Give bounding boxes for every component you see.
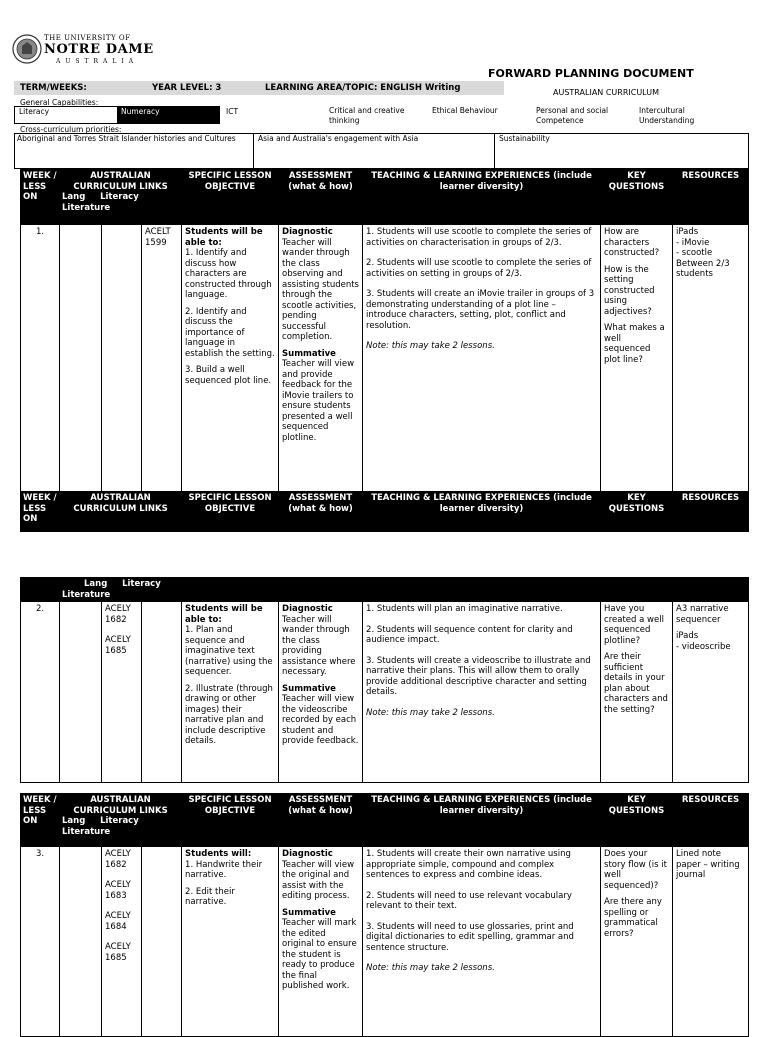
divider	[494, 133, 495, 169]
blank	[673, 578, 749, 602]
code-item: ACELY 1682	[105, 604, 131, 625]
resource-item: iPads	[676, 227, 699, 237]
blank	[182, 578, 279, 602]
lesson-row-1	[21, 225, 749, 492]
objective-cell	[182, 225, 279, 492]
assessment-cell	[279, 602, 363, 783]
week-cell: 3.	[21, 847, 60, 1037]
summative-label: Summative	[282, 348, 336, 359]
capability-critical-thinking[interactable]: Critical and creative thinking	[329, 106, 405, 125]
question-item: Does your story flow (is it well sequenced)?	[604, 849, 667, 891]
tl-cell	[363, 847, 601, 1037]
tl-item: 3. Students will need to use glossaries, print and digital dictionaries to edit spelling, grammar and sentence structure.	[366, 921, 574, 953]
tl-header: TEACHING & LEARNING EXPERIENCES (include learner diversity)	[363, 794, 601, 847]
ac-links-header: AUSTRALIAN CURRICULUM LINKS	[60, 492, 182, 532]
objective-item: 1. Handwrite their narrative.	[185, 859, 263, 880]
curriculum-label: AUSTRALIAN CURRICULUM	[553, 88, 659, 97]
questions-cell	[601, 847, 673, 1037]
objective-heading: Students will be able to:	[185, 604, 263, 625]
tl-item: 3. Students will create a videoscribe to illustrate and narrative their plans. This will allow them to orally provide additional descriptive character and setting details.	[366, 655, 591, 697]
objective-header: SPECIFIC LESSON OBJECTIVE	[182, 170, 279, 225]
code-item: ACELY 1684	[105, 911, 131, 932]
tl-item: 2. Students will sequence content for clarity and audience impact.	[366, 624, 573, 645]
question-item: How are characters constructed?	[604, 227, 660, 258]
cross-curriculum-label: Cross-curriculum priorities:	[20, 125, 122, 134]
code-item: ACELY 1682	[105, 849, 131, 870]
resource-item: Lined note paper – writing journal	[676, 849, 740, 880]
ac-links-title: AUSTRALIAN CURRICULUM LINKS	[73, 795, 168, 816]
key-questions-header: KEY QUESTIONS	[601, 492, 673, 532]
literature-label: Literature	[62, 589, 111, 600]
tl-item: 1. Students will create their own narrative using appropriate simple, compound and complex sentences to express and combine ideas.	[366, 849, 571, 880]
tl-item: 1. Students will plan an imaginative narrative.	[366, 604, 563, 614]
resource-item: - iMovie	[676, 237, 710, 248]
ac-links-title: AUSTRALIAN CURRICULUM LINKS	[73, 171, 168, 192]
objective-cell	[182, 602, 279, 783]
tl-cell	[363, 225, 601, 492]
question-item: Have you created a well sequenced plotline?	[604, 604, 664, 646]
divider	[253, 133, 254, 169]
resources-header: RESOURCES	[673, 794, 749, 847]
code-item: ACELY 1685	[105, 942, 131, 963]
header-row	[21, 794, 749, 847]
literature-cell	[142, 602, 182, 783]
tl-cell	[363, 602, 601, 783]
summative-text: Teacher will view the videoscribe recorded by each student and provide feedback.	[282, 694, 359, 746]
objective-heading: Students will:	[185, 849, 252, 859]
diagnostic-text: Teacher will view the original and assist with the editing process.	[282, 859, 355, 901]
tl-item: 1. Students will use scootle to complete the series of activities on characterisation in groups of 2/3.	[366, 227, 592, 248]
objective-cell	[182, 847, 279, 1037]
lang-label: Lang	[84, 579, 108, 589]
seal-icon	[12, 34, 42, 64]
lang-cell	[60, 225, 102, 492]
lang-label: Lang	[62, 816, 86, 826]
week-header: WEEK / LESS ON	[21, 170, 60, 225]
summative-label: Summative	[282, 907, 336, 918]
planning-table-3	[20, 793, 749, 1037]
tl-item: 2. Students will use scootle to complete the series of activities on setting in groups of 2/3.	[366, 258, 592, 279]
ac-links-header	[60, 170, 182, 225]
resources-cell	[673, 225, 749, 492]
tl-note: Note: this may take 2 lessons.	[366, 963, 495, 973]
literature-label: Literature	[62, 202, 111, 213]
week-cell: 2.	[21, 602, 60, 783]
summative-text: Teacher will mark the edited original to ensure the student is ready to produce the final published work.	[282, 918, 357, 991]
objective-item: 3. Build a well sequenced plot line.	[185, 365, 272, 386]
resources-cell	[673, 602, 749, 783]
diagnostic-label: Diagnostic	[282, 227, 333, 237]
tl-item: 3. Students will create an iMovie trailer in groups of 3 demonstrating understanding of a plot line – introduce characters, setting, plot, conflict and resolution.	[366, 289, 595, 331]
literacy-cell	[102, 602, 142, 783]
ac-links-header	[60, 794, 182, 847]
assessment-header: ASSESSMENT (what & how)	[279, 492, 363, 532]
assessment-header: ASSESSMENT (what & how)	[279, 794, 363, 847]
lang-cell	[60, 602, 102, 783]
objective-item: 1. Plan and sequence and imaginative text (narrative) using the sequencer.	[185, 625, 273, 677]
diagnostic-label: Diagnostic	[282, 604, 333, 614]
key-questions-header: KEY QUESTIONS	[601, 170, 673, 225]
literature-cell: ACELT 1599	[142, 225, 182, 492]
header-row	[21, 492, 749, 532]
objective-item: 1. Identify and discuss how characters are constructed through language.	[185, 248, 272, 300]
literature-label: Literature	[62, 826, 111, 837]
resources-header: RESOURCES	[673, 492, 749, 532]
general-capabilities-label: General Capabilities:	[20, 98, 99, 107]
blank	[279, 578, 363, 602]
header-row	[21, 170, 749, 225]
code-item: ACELY 1685	[105, 635, 131, 656]
assessment-cell	[279, 847, 363, 1037]
capability-ethical[interactable]: Ethical Behaviour	[432, 106, 498, 115]
term-weeks-field[interactable]: TERM/WEEKS:	[20, 83, 87, 93]
logo-top-text: THE UNIVERSITY OF	[44, 34, 131, 42]
lesson-row-3	[21, 847, 749, 1037]
diagnostic-label: Diagnostic	[282, 849, 333, 859]
questions-cell	[601, 602, 673, 783]
tl-note: Note: this may take 2 lessons.	[366, 341, 495, 351]
objective-heading: Students will be able to:	[185, 227, 263, 248]
diagnostic-text: Teacher will wander through the class providing assistance where necessary.	[282, 614, 356, 677]
ac-links-header	[60, 578, 182, 602]
capability-ict[interactable]: ICT	[226, 107, 239, 116]
blank	[601, 578, 673, 602]
diagnostic-text: Teacher will wander through the class observing and assisting students through the scootle activities, pending successful completion.	[282, 237, 359, 342]
summative-label: Summative	[282, 683, 336, 694]
resource-item: - videoscribe	[676, 641, 731, 652]
resource-item: Between 2/3 students	[676, 258, 730, 279]
university-logo	[12, 34, 154, 70]
week-header: WEEK / LESS ON	[21, 794, 60, 847]
capability-personal-social[interactable]: Personal and social Competence	[536, 106, 609, 125]
blank	[363, 578, 601, 602]
resource-item: iPads	[676, 631, 699, 641]
capability-intercultural[interactable]: Intercultural Understanding	[639, 106, 695, 125]
objective-item: 2. Illustrate (through drawing or other images) their narrative plan and include descriptive details.	[185, 683, 273, 746]
capability-literacy[interactable]: Literacy	[19, 107, 50, 116]
question-item: How is the setting constructed using adjectives?	[604, 264, 655, 317]
resource-item: A3 narrative sequencer	[676, 604, 729, 625]
year-level-field[interactable]: YEAR LEVEL: 3	[152, 83, 222, 93]
tl-header: TEACHING & LEARNING EXPERIENCES (include learner diversity)	[363, 170, 601, 225]
document-title: FORWARD PLANNING DOCUMENT	[488, 67, 694, 80]
assessment-header: ASSESSMENT (what & how)	[279, 170, 363, 225]
week-header-blank	[21, 578, 60, 602]
key-questions-header: KEY QUESTIONS	[601, 794, 673, 847]
meta-bar	[14, 81, 504, 95]
tl-item: 2. Students will need to use relevant vocabulary relevant to their text.	[366, 890, 572, 911]
literacy-label: Literacy	[100, 192, 139, 202]
assessment-cell	[279, 225, 363, 492]
header-row	[21, 578, 749, 602]
literature-cell	[142, 847, 182, 1037]
code-item: ACELY 1683	[105, 880, 131, 901]
literacy-label: Literacy	[100, 816, 139, 826]
questions-cell	[601, 225, 673, 492]
resources-cell	[673, 847, 749, 1037]
objective-item: 2. Identify and discuss the importance of language in establish the setting.	[185, 306, 275, 359]
priority-asia[interactable]: Asia and Australia's engagement with Asia	[258, 134, 419, 143]
resources-header: RESOURCES	[673, 170, 749, 225]
resource-item: - scootle	[676, 248, 713, 258]
priority-sustainability[interactable]: Sustainability	[499, 134, 550, 143]
week-header: WEEK / LESS ON	[21, 492, 60, 532]
question-item: What makes a well sequenced plot line?	[604, 323, 665, 365]
learning-area-field[interactable]: LEARNING AREA/TOPIC: ENGLISH Writing	[265, 83, 461, 93]
objective-item: 2. Edit their narrative.	[185, 886, 235, 907]
question-item: Are their sufficient details in your plan about characters and the setting?	[604, 652, 668, 715]
lesson-row-2	[21, 602, 749, 783]
literacy-cell	[102, 225, 142, 492]
capability-numeracy[interactable]: Numeracy	[121, 107, 160, 116]
planning-table-1	[20, 169, 749, 532]
priority-aboriginal[interactable]: Aboriginal and Torres Strait Islander histories and Cultures	[17, 134, 236, 143]
question-item: Are there any spelling or grammatical errors?	[604, 897, 662, 939]
planning-table-2	[20, 577, 749, 783]
week-cell: 1.	[21, 225, 60, 492]
objective-header: SPECIFIC LESSON OBJECTIVE	[182, 794, 279, 847]
logo-main-text: NOTRE DAME	[44, 42, 154, 57]
summative-text: Teacher will view and provide feedback for the iMovie trailers to ensure students presented a well sequenced plotline.	[282, 359, 355, 443]
lang-label: Lang	[62, 192, 86, 202]
literacy-label: Literacy	[122, 579, 161, 589]
lang-cell	[60, 847, 102, 1037]
tl-note: Note: this may take 2 lessons.	[366, 707, 495, 718]
tl-header: TEACHING & LEARNING EXPERIENCES (include learner diversity)	[363, 492, 601, 532]
objective-header: SPECIFIC LESSON OBJECTIVE	[182, 492, 279, 532]
logo-sub-text: AUSTRALIA	[56, 58, 139, 65]
literacy-cell	[102, 847, 142, 1037]
